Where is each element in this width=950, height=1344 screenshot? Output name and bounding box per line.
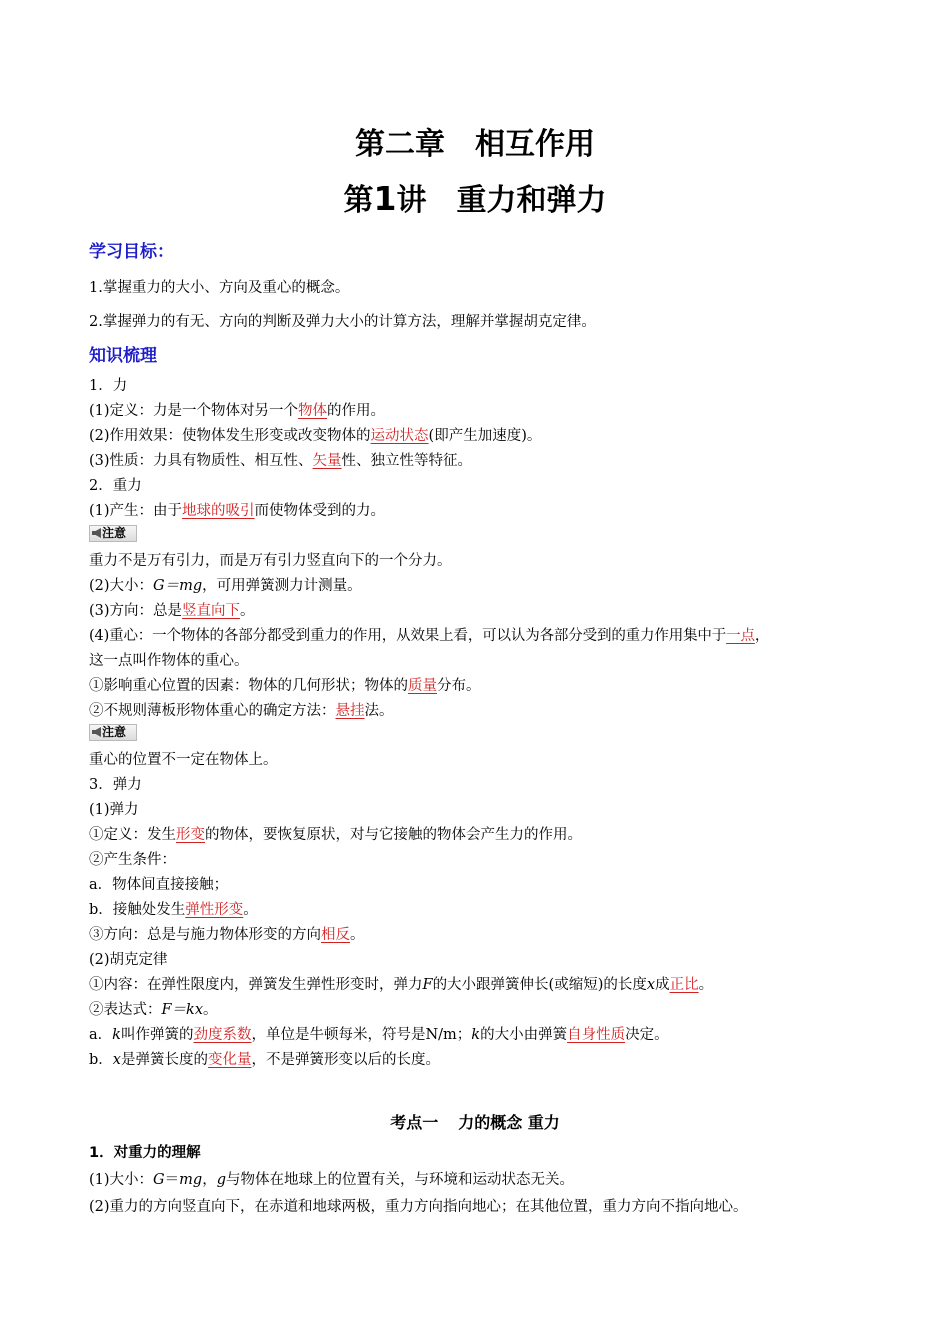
center-method: ②不规则薄板形物体重心的确定方法：悬挂法。 xyxy=(89,703,394,719)
center-of-gravity: (4)重心：一个物体的各部分都受到重力的作用，从效果上看，可以认为各部分受到的重力作用集中于一点， xyxy=(89,628,770,644)
answer-blank: 矢量 xyxy=(312,453,342,469)
answer-blank: 一点 xyxy=(726,628,755,644)
note-2: 重心的位置不一定在物体上。 xyxy=(89,752,278,768)
answer-blank: 正比 xyxy=(669,977,699,993)
hooke-k: a．k叫作弹簧的劲度系数，单位是牛顿每米，符号是N/m；k的大小由弹簧自身性质决定。 xyxy=(89,1027,669,1043)
note-badge: 注意 xyxy=(89,724,137,741)
force-definition: (1)定义：力是一个物体对另一个物体的作用。 xyxy=(89,403,386,419)
answer-blank: 运动状态 xyxy=(370,428,429,444)
kaodian-p1: (1)大小：G＝mg，g与物体在地球上的位置有关，与环境和运动状态无关。 xyxy=(89,1172,574,1188)
force-heading: 1．力 xyxy=(89,378,128,394)
elastic-condition-b: b．接触处发生弹性形变。 xyxy=(89,902,258,918)
note-badge: 注意 xyxy=(89,525,137,542)
hooke-expression: ②表达式：F＝kx。 xyxy=(89,1002,218,1018)
kaodian-p2: (2)重力的方向竖直向下，在赤道和地球两极，重力方向指向地心；在其他位置，重力方向不指向地心。 xyxy=(89,1199,748,1215)
elastic-direction: ③方向：总是与施力物体形变的方向相反。 xyxy=(89,927,365,943)
kaodian-subheading: 1．对重力的理解 xyxy=(89,1145,201,1161)
knowledge-heading: 知识梳理 xyxy=(89,346,157,366)
center-factor: ①影响重心位置的因素：物体的几何形状；物体的质量分布。 xyxy=(89,678,481,694)
gravity-size: (2)大小：G＝mg，可用弹簧测力计测量。 xyxy=(89,578,362,594)
answer-blank: 变化量 xyxy=(207,1052,252,1068)
answer-blank: 物体 xyxy=(298,403,328,419)
force-effect: (2)作用效果：使物体发生形变或改变物体的运动状态(即产生加速度)。 xyxy=(89,428,542,444)
answer-blank: 相反 xyxy=(321,927,350,943)
lecture-number: 1 xyxy=(373,179,397,218)
answer-blank: 地球的吸引 xyxy=(182,503,255,519)
speaker-icon xyxy=(92,528,101,538)
elastic-definition: ①定义：发生形变的物体，要恢复原状，对与它接触的物体会产生力的作用。 xyxy=(89,827,582,843)
elastic-heading: 3．弹力 xyxy=(89,777,142,793)
kaodian-number: 考点一 xyxy=(390,1113,439,1132)
lecture-rest: 讲 重力和弹力 xyxy=(396,183,607,218)
elastic-condition-a: a．物体间直接接触； xyxy=(89,877,229,893)
objective-1: 1.掌握重力的大小、方向及重心的概念。 xyxy=(89,280,350,296)
answer-blank: 弹性形变 xyxy=(185,902,244,918)
answer-blank: 质量 xyxy=(408,678,437,694)
note-1: 重力不是万有引力，而是万有引力竖直向下的一个分力。 xyxy=(89,553,452,569)
lecture-prefix: 第 xyxy=(343,183,374,218)
answer-blank: 自身性质 xyxy=(567,1027,626,1043)
answer-blank: 悬挂 xyxy=(335,703,365,719)
speaker-icon xyxy=(92,727,101,737)
kaodian-heading xyxy=(0,1110,950,1133)
hooke-content: ①内容：在弹性限度内，弹簧发生弹性形变时，弹力F的大小跟弹簧伸长(或缩短)的长度x成正比。 xyxy=(89,977,714,993)
objectives-heading: 学习目标： xyxy=(89,242,174,262)
answer-blank: 竖直向下 xyxy=(182,603,241,619)
answer-blank: 劲度系数 xyxy=(193,1027,252,1043)
objective-2: 2.掌握弹力的有无、方向的判断及弹力大小的计算方法，理解并掌握胡克定律。 xyxy=(89,314,596,330)
hooke-heading: (2)胡克定律 xyxy=(89,952,168,968)
elastic-condition: ②产生条件： xyxy=(89,852,176,868)
center-of-gravity-cont: 这一点叫作物体的重心。 xyxy=(89,653,249,669)
elastic-sub: (1)弹力 xyxy=(89,802,139,818)
force-nature: (3)性质：力具有物质性、相互性、矢量性、独立性等特征。 xyxy=(89,453,473,469)
chapter-title: 第二章 相互作用 xyxy=(355,127,595,162)
answer-blank: 形变 xyxy=(176,827,205,843)
kaodian-title: 力的概念 重力 xyxy=(458,1113,560,1132)
gravity-direction: (3)方向：总是竖直向下。 xyxy=(89,603,255,619)
gravity-heading: 2．重力 xyxy=(89,478,142,494)
lecture-title xyxy=(0,181,950,219)
gravity-origin: (1)产生：由于地球的吸引而使物体受到的力。 xyxy=(89,503,386,519)
hooke-x: b．x是弹簧长度的变化量，不是弹簧形变以后的长度。 xyxy=(89,1052,440,1068)
